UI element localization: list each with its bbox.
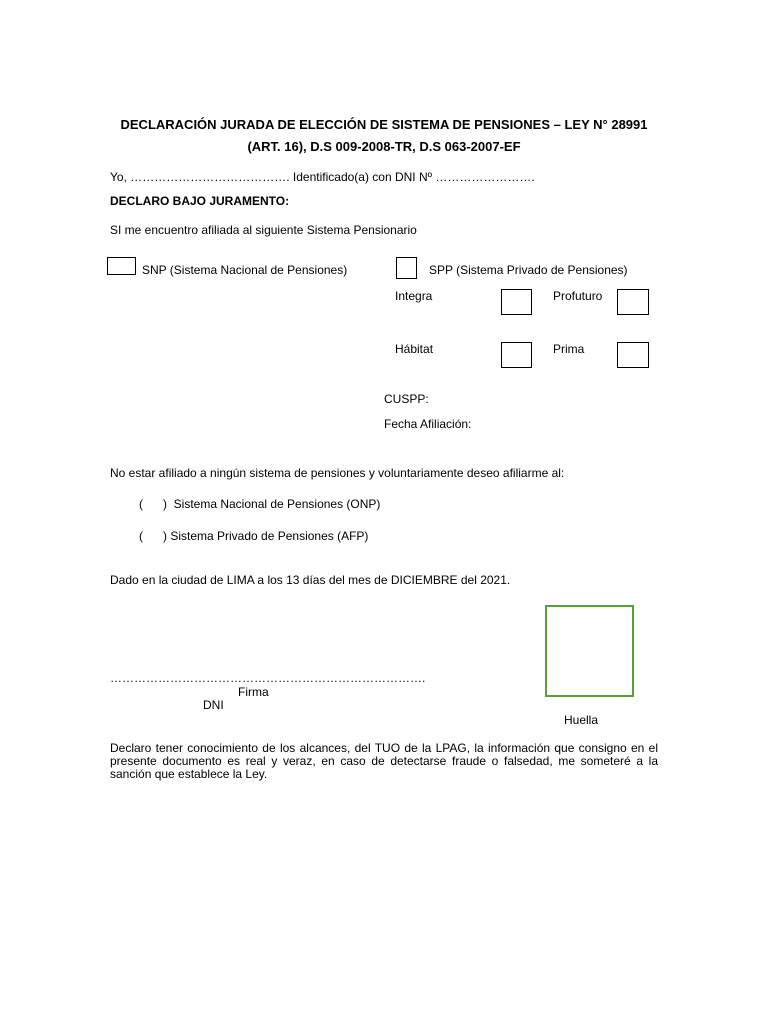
voluntary-intro: No estar afiliado a ningún sistema de pensiones y voluntariamente deseo afiliarme al:	[110, 466, 565, 480]
declaro-heading: DECLARO BAJO JURAMENTO:	[110, 194, 290, 208]
snp-label: SNP (Sistema Nacional de Pensiones)	[142, 263, 348, 277]
signature-line: …………………………………………………………………….	[110, 671, 426, 685]
afiliada-line: SI me encuentro afiliada al siguiente Sistema Pensionario	[110, 223, 417, 237]
dni-label: DNI	[203, 698, 224, 712]
cuspp-label: CUSPP:	[384, 392, 429, 406]
habitat-checkbox[interactable]	[501, 342, 532, 368]
date-line: Dado en la ciudad de LIMA a los 13 días del mes de DICIEMBRE del 2021.	[110, 573, 511, 587]
snp-checkbox[interactable]	[107, 257, 136, 275]
integra-label: Integra	[395, 289, 433, 303]
identity-line: Yo, …………………………………. Identificado(a) con DNI Nº …………………….	[110, 170, 535, 184]
integra-checkbox[interactable]	[501, 289, 532, 315]
huella-label: Huella	[564, 713, 599, 727]
fecha-afiliacion-label: Fecha Afiliación:	[384, 417, 472, 431]
firma-label: Firma	[238, 685, 269, 699]
prima-label: Prima	[553, 342, 585, 356]
closing-paragraph: Declaro tener conocimiento de los alcances, del TUO de la LPAG, la información que consigno en el presente documento es real y veraz, en caso de detectarse fraude o falsedad, me someteré a la sanción que establece la Ley.	[110, 741, 658, 781]
prima-checkbox[interactable]	[617, 342, 649, 368]
afp-option[interactable]: ( ) Sistema Privado de Pensiones (AFP)	[139, 529, 369, 543]
fingerprint-box	[545, 605, 634, 697]
title-line-1: DECLARACIÓN JURADA DE ELECCIÓN DE SISTEMA DE PENSIONES – LEY N° 28991	[120, 117, 648, 132]
profuturo-checkbox[interactable]	[617, 289, 649, 315]
habitat-label: Hábitat	[395, 342, 434, 356]
title-line-2: (ART. 16), D.S 009-2008-TR, D.S 063-2007-EF	[247, 139, 521, 154]
spp-checkbox[interactable]	[396, 257, 417, 279]
profuturo-label: Profuturo	[553, 289, 603, 303]
spp-label: SPP (Sistema Privado de Pensiones)	[429, 263, 628, 277]
onp-option[interactable]: ( ) Sistema Nacional de Pensiones (ONP)	[139, 497, 381, 511]
